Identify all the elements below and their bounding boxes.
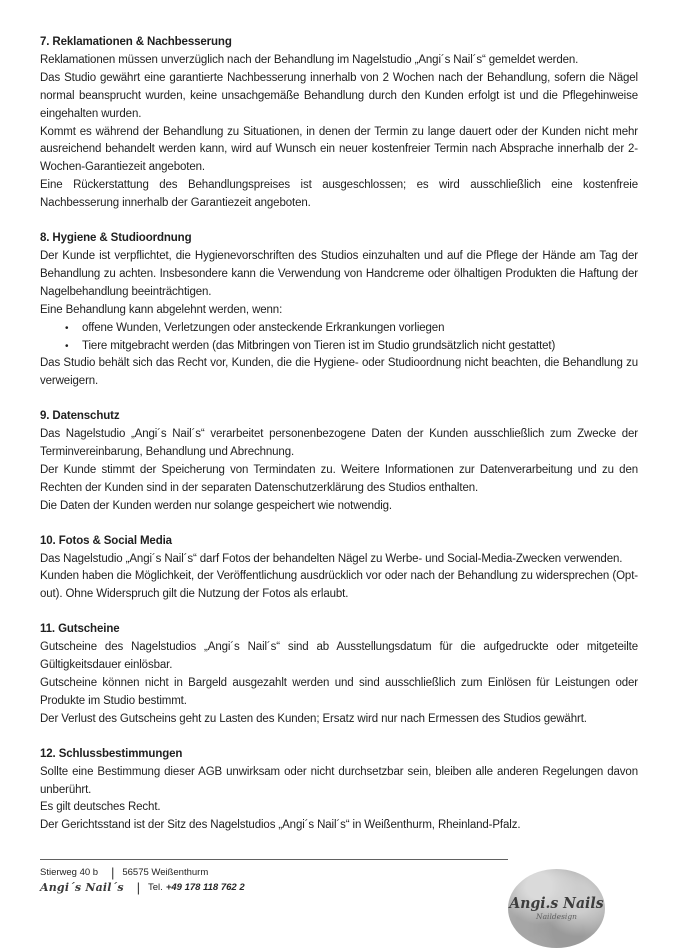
paragraph: Eine Behandlung kann abgelehnt werden, wenn: [40, 303, 283, 316]
section-heading: 8. Hygiene & Studioordnung [40, 232, 192, 245]
footer-divider [40, 859, 508, 860]
bullet-dot-icon: • [65, 322, 69, 334]
paragraph: Reklamationen müssen unverzüglich nach der Behandlung im Nagelstudio „Angi´s Nail´s“ gemeldet werden. [40, 53, 579, 66]
postal-city: 56575 Weißenthurm [122, 867, 209, 878]
paragraph: Kommt es während der Behandlung zu Situationen, in denen der Termin zu lange dauert oder der Kunden nicht mehr ausreichend behandelt werden kann, wird auf Wunsch ein neuer kostenfreier Termin nach Absprache innerhalb der 2-Wochen-Garantiezeit angeboten. [40, 125, 638, 174]
bullet-text: offene Wunden, Verletzungen oder ansteckende Erkrankungen vorliegen [82, 321, 445, 334]
section-12 [40, 746, 638, 836]
tel-label: Tel. [148, 882, 163, 893]
section-7 [40, 34, 638, 213]
paragraph: Das Studio gewährt eine garantierte Nachbesserung innerhalb von 2 Wochen nach der Behandlung, sofern die Nägel normal beansprucht wurden, keine unsachgemäße Behandlung durch den Kunden erfolgt ist und die Pflegehinweise eingehalten wurden. [40, 71, 638, 120]
section-heading: 7. Reklamationen & Nachbesserung [40, 36, 232, 48]
separator-bar: | [111, 866, 115, 880]
studio-logo [508, 869, 605, 948]
paragraph: Der Kunde ist verpflichtet, die Hygienevorschriften des Studios einzuhalten und auf die Pflege der Hände am Tag der Behandlung zu achten. Insbesondere kann die Verwendung von Handcreme oder ölhaltigen Produkten die Haftung der Nagelbehandlung beeinträchtigen. [40, 249, 638, 298]
paragraph: Das Studio behält sich das Recht vor, Kunden, die die Hygiene- oder Studioordnung nicht beachten, die Behandlung zu verweigern. [40, 357, 638, 388]
paragraph: Das Nagelstudio „Angi´s Nail´s“ verarbeitet personenbezogene Daten der Kunden ausschließlich zum Zwecke der Terminvereinbarung, Behandlung und Abrechnung. [40, 428, 638, 459]
bullet-item [40, 338, 638, 356]
paragraph: Das Nagelstudio „Angi´s Nail´s“ darf Fotos der behandelten Nägel zu Werbe- und Social-Media-Zwecken verwenden. [40, 552, 623, 565]
paragraph: Kunden haben die Möglichkeit, der Veröffentlichung ausdrücklich vor oder nach der Behandlung zu widersprechen (Opt-out). Ohne Widerspruch gilt die Nutzung der Fotos als erlaubt. [40, 570, 638, 601]
bullet-dot-icon: • [65, 340, 69, 352]
section-heading: 11. Gutscheine [40, 623, 120, 636]
paragraph: Gutscheine des Nagelstudios „Angi´s Nail´s“ sind ab Ausstellungsdatum für die aufgedruckte oder mitgeteilte Gültigkeitsdauer einlösbar. [40, 641, 638, 672]
bullet-text: Tiere mitgebracht werden (das Mitbringen von Tieren ist im Studio grundsätzlich nicht gestattet) [82, 339, 556, 352]
paragraph: Die Daten der Kunden werden nur solange gespeichert wie notwendig. [40, 499, 393, 512]
separator-bar: | [136, 881, 141, 895]
paragraph: Es gilt deutsches Recht. [40, 801, 161, 814]
section-heading: 10. Fotos & Social Media [40, 534, 172, 547]
bullet-list [40, 320, 638, 356]
bullet-item [40, 320, 638, 338]
footer-contact-row [40, 882, 245, 894]
logo-brand-name: Angi.s Nails [509, 895, 604, 913]
paragraph: Eine Rückerstattung des Behandlungspreises ist ausgeschlossen; es wird ausschließlich eine kostenfreie Nachbesserung innerhalb der Garantiezeit angeboten. [40, 179, 638, 210]
section-10 [40, 533, 638, 605]
tel-number: +49 178 118 762 2 [165, 882, 245, 893]
document-body [40, 34, 638, 835]
paragraph: Gutscheine können nicht in Bargeld ausgezahlt werden und sind ausschließlich zum Einlösen für Leistungen oder Produkte im Studio bestimmt. [40, 677, 638, 707]
paragraph: Der Kunde stimmt der Speicherung von Termindaten zu. Weitere Informationen zur Datenverarbeitung und zu den Rechten der Kunden sind in der separaten Datenschutzerklärung des Studios enthalten. [40, 463, 638, 494]
section-11 [40, 621, 638, 728]
section-heading: 9. Datenschutz [40, 410, 120, 423]
logo-subtitle: Naildesign [536, 912, 577, 921]
footer-address-row [40, 867, 208, 879]
section-heading: 12. Schlussbestimmungen [40, 747, 183, 760]
brand-signature: Angi´s Nail´s [40, 881, 124, 894]
section-9 [40, 408, 638, 515]
paragraph: Der Gerichtsstand ist der Sitz des Nagelstudios „Angi´s Nail´s“ in Weißenthurm, Rheinland-Pfalz. [40, 819, 521, 832]
paragraph: Sollte eine Bestimmung dieser AGB unwirksam oder nicht durchsetzbar sein, bleiben alle anderen Regelungen davon unberührt. [40, 765, 638, 796]
paragraph: Der Verlust des Gutscheins geht zu Lasten des Kunden; Ersatz wird nur nach Ermessen des Studios gewährt. [40, 712, 587, 725]
section-8 [40, 230, 638, 391]
street-address: Stierweg 40 b [40, 867, 99, 878]
